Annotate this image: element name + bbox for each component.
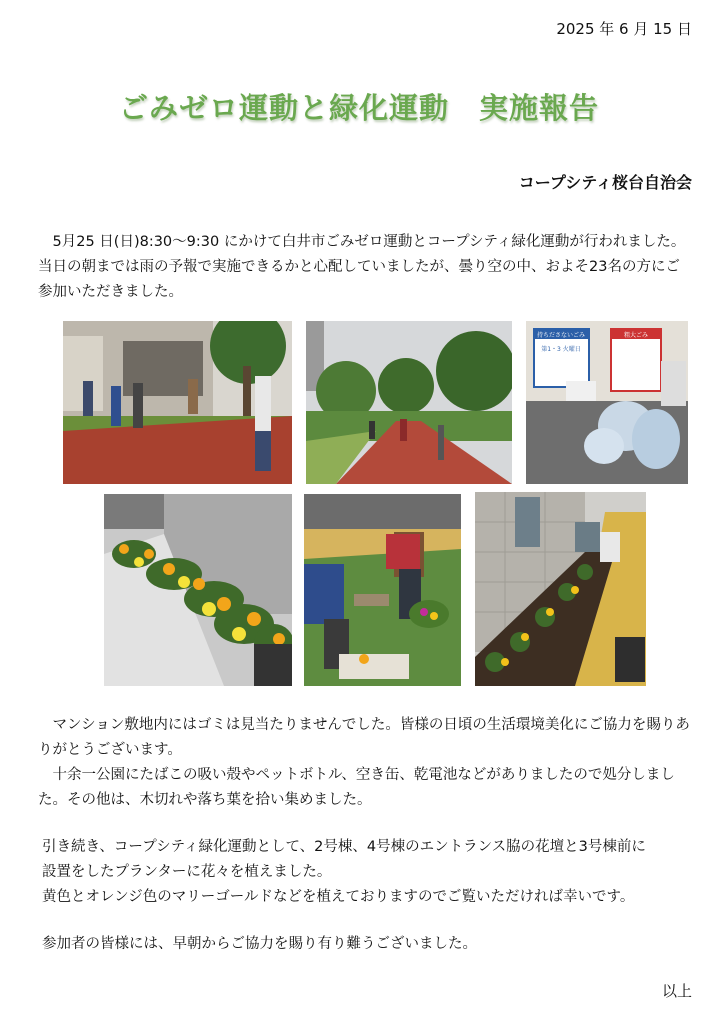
- photo-park-path: [306, 321, 512, 484]
- cleanup-line-1: マンション敷地内にはゴミは見当たりませんでした。皆様の日頃の生活環境美化にご協力を賜りありがとうございます。: [38, 717, 690, 758]
- photo-collected-garbage: [526, 321, 688, 484]
- photo-planting-residents: [304, 494, 461, 686]
- closing-mark: 以上: [661, 982, 692, 1000]
- greening-line-2: 設置をしたプランターに花々を植えました。: [42, 864, 332, 880]
- sign-left-subtitle: 第1・3 火曜日: [541, 346, 581, 353]
- photo-flower-bed: [475, 492, 646, 686]
- sign-left-title: 持ちださないごみ: [536, 332, 586, 339]
- greening-paragraph: [42, 835, 692, 910]
- sign-right-title: 粗大ごみ: [623, 332, 649, 339]
- greening-line-3: 黄色とオレンジ色のマリーゴールドなどを植えておりますのでご覧いただければ幸いです。: [42, 889, 635, 905]
- organization-name: コープシティ桜台自治会: [518, 173, 692, 192]
- document-title: ごみゼロ運動と緑化運動 実施報告: [118, 91, 599, 125]
- cleanup-results-paragraph: [38, 713, 693, 813]
- greening-line-1: 引き続き、コープシティ緑化運動として、2号棟、4号棟のエントランス脇の花壇と3号棟前に: [42, 839, 646, 855]
- thanks-paragraph: 参加者の皆様には、早朝からご協力を賜り有り難うございました。: [42, 936, 477, 952]
- intro-paragraph: 5月25 日(日)8:30〜9:30 にかけて白井市ごみゼロ運動とコープシティ緑化運動が行われました。当日の朝までは雨の予報で実施できるかと心配していましたが、曇り空の中、およそ23名の方にご参加いただきました。: [38, 234, 686, 300]
- photo-courtyard-participants: [63, 321, 292, 484]
- photo-marigold-planters: [104, 494, 292, 686]
- document-date: 2025 年 6 月 15 日: [556, 20, 692, 38]
- cleanup-line-2: 十余一公園にたばこの吸い殻やペットボトル、空き缶、乾電池などがありましたので処分しました。その他は、木切れや落ち葉を拾い集めました。: [38, 767, 675, 808]
